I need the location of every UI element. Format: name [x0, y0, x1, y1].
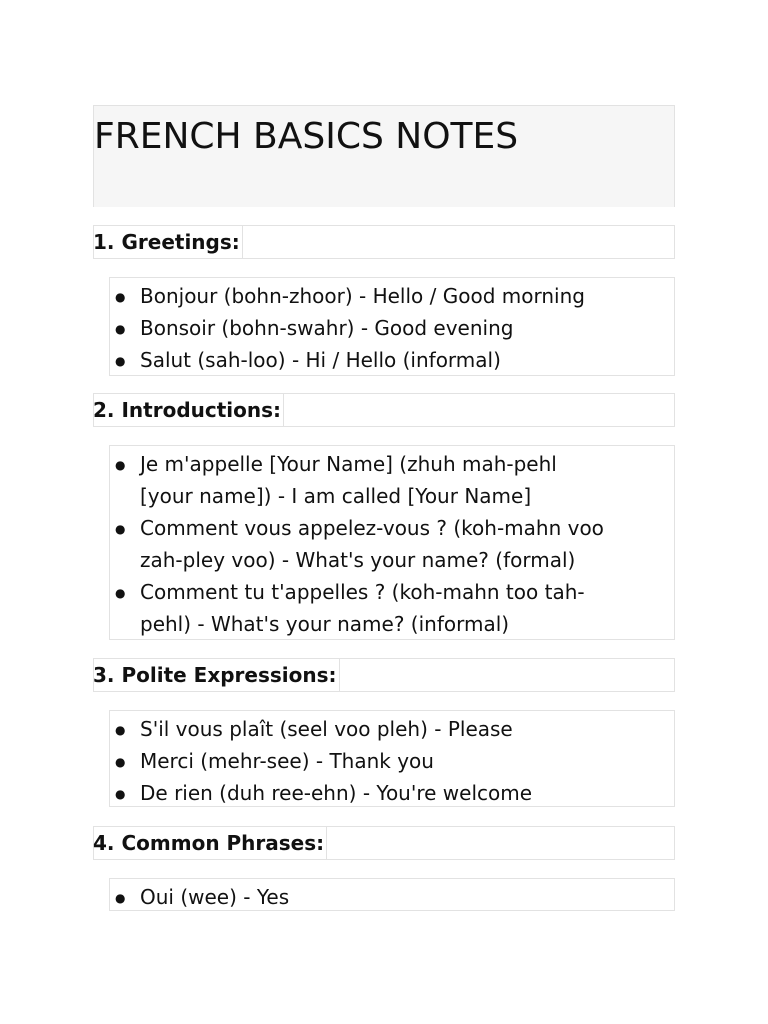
- section-heading-greetings: [93, 225, 675, 259]
- list-item: ● Comment tu t'appelles ? (koh-mahn too tah- pehl) - What's your name? (informal): [110, 576, 674, 640]
- bullet-icon: ●: [115, 458, 126, 472]
- bullet-icon: ●: [115, 891, 126, 905]
- section-list-greetings: [109, 277, 675, 376]
- section-heading-label: 4. Common Phrases:: [93, 826, 327, 860]
- list-item: ● S'il vous plaît (seel voo pleh) - Please: [110, 713, 674, 745]
- title-block: [93, 105, 675, 207]
- section-heading-common-phrases: [93, 826, 675, 860]
- list-item: ● Salut (sah-loo) - Hi / Hello (informal): [110, 344, 674, 376]
- bullet-icon: ●: [115, 586, 126, 600]
- page-title: FRENCH BASICS NOTES: [94, 116, 519, 157]
- bullet-icon: ●: [115, 787, 126, 801]
- list-item: ● Merci (mehr-see) - Thank you: [110, 745, 674, 777]
- list-item: ● Comment vous appelez-vous ? (koh-mahn voo zah-pley voo) - What's your name? (formal): [110, 512, 674, 576]
- section-list-introductions: [109, 445, 675, 640]
- list-item: ● Bonjour (bohn-zhoor) - Hello / Good morning: [110, 280, 674, 312]
- bullet-icon: ●: [115, 522, 126, 536]
- bullet-icon: ●: [115, 354, 126, 368]
- section-heading-polite-expressions: [93, 658, 675, 692]
- bullet-icon: ●: [115, 322, 126, 336]
- section-heading-label: 1. Greetings:: [93, 225, 243, 259]
- section-list-polite-expressions: [109, 710, 675, 807]
- section-heading-label: 3. Polite Expressions:: [93, 658, 340, 692]
- list-item: ● Je m'appelle [Your Name] (zhuh mah-pehl [your name]) - I am called [Your Name]: [110, 448, 674, 512]
- bullet-icon: ●: [115, 290, 126, 304]
- list-item: ● Bonsoir (bohn-swahr) - Good evening: [110, 312, 674, 344]
- section-heading-introductions: [93, 393, 675, 427]
- list-item: ● De rien (duh ree-ehn) - You're welcome: [110, 777, 674, 809]
- list-item: ● Oui (wee) - Yes: [110, 881, 674, 913]
- section-heading-label: 2. Introductions:: [93, 393, 284, 427]
- section-list-common-phrases: [109, 878, 675, 911]
- bullet-icon: ●: [115, 723, 126, 737]
- bullet-icon: ●: [115, 755, 126, 769]
